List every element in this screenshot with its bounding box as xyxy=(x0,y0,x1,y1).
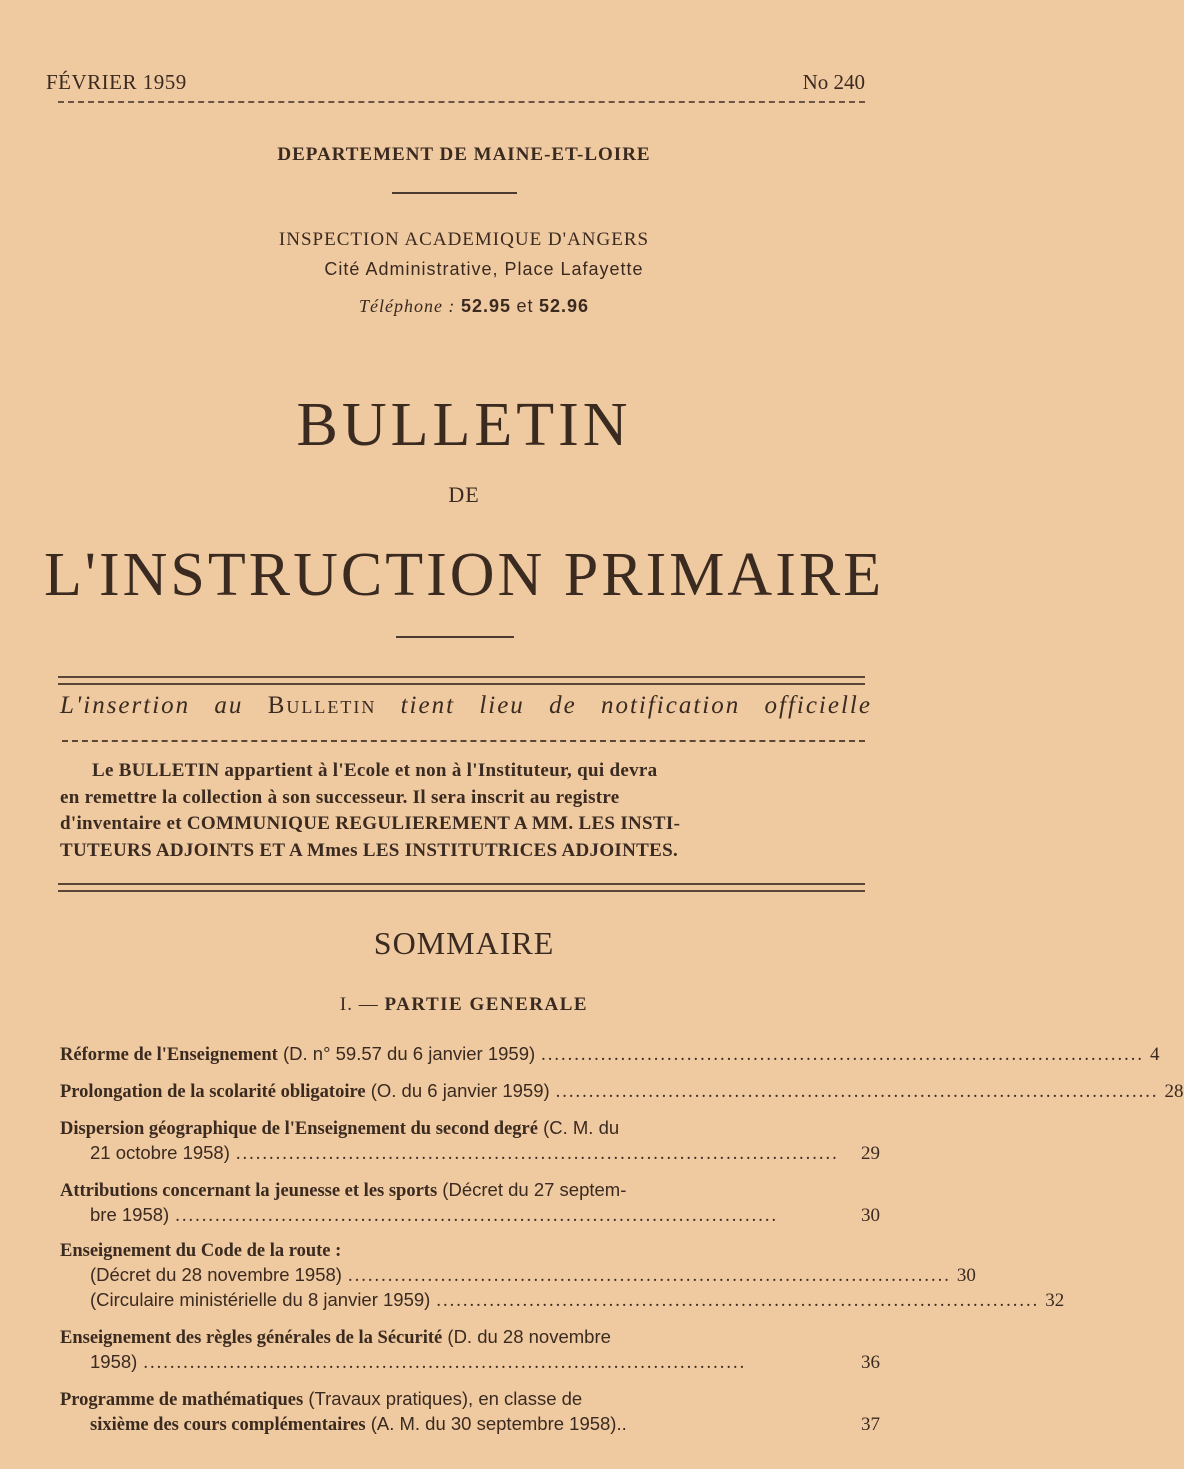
notice-word: lieu xyxy=(479,692,525,719)
leader-dots: ........................................................................................... xyxy=(143,1353,747,1373)
entry-reference: (C. M. du xyxy=(537,1117,620,1138)
paragraph-line: d'inventaire et COMMUNIQUE REGULIEREMENT A MM. LES INSTI- xyxy=(60,813,681,834)
page-number: 36 xyxy=(861,1352,880,1373)
sommaire-heading: SOMMAIRE xyxy=(373,925,555,961)
title-instruction-primaire: L'INSTRUCTION PRIMAIRE xyxy=(43,541,885,609)
entry-continuation: 1958) xyxy=(90,1351,138,1372)
entry-continuation: 21 octobre 1958) xyxy=(90,1142,230,1163)
entry-reference: (Décret du 27 septem- xyxy=(437,1179,627,1200)
page-number: 29 xyxy=(861,1143,880,1164)
title-bulletin: BULLETIN xyxy=(296,391,632,459)
double-rule xyxy=(58,883,865,892)
part-heading xyxy=(0,994,928,1016)
toc-entry xyxy=(60,1240,1065,1313)
entry-title: Dispersion géographique de l'Enseignement du second degré xyxy=(60,1119,538,1139)
department-name: DEPARTEMENT DE MAINE-ET-LOIRE xyxy=(277,144,651,165)
entry-reference: (Travaux pratiques), en classe de xyxy=(303,1388,583,1409)
paragraph-line: TUTEURS ADJOINTS ET A Mmes LES INSTITUTRICES ADJOINTES. xyxy=(60,839,678,861)
page-number: 4 xyxy=(1150,1044,1160,1065)
phone-number-1: 52.95 xyxy=(460,296,511,316)
entry-reference: (O. du 6 janvier 1959) xyxy=(365,1080,550,1101)
notice-line xyxy=(60,692,872,720)
phone-label: Téléphone : xyxy=(358,296,456,316)
entry-title: Programme de mathématiques xyxy=(60,1390,304,1410)
entry-continuation: (A. M. du 30 septembre 1958).. xyxy=(365,1413,627,1434)
inspection-phone xyxy=(10,296,938,317)
notice-word: tient xyxy=(400,692,456,719)
divider xyxy=(396,636,514,638)
double-rule xyxy=(58,676,865,685)
entry-title: Attributions concernant la jeunesse et les sports xyxy=(60,1181,438,1201)
notice-word: L'insertion xyxy=(60,692,191,719)
leader-dots: ........................................................................................... xyxy=(235,1144,839,1164)
entry-subitem: (Circulaire ministérielle du 8 janvier 1959) xyxy=(90,1289,431,1310)
inspection-address: Cité Administrative, Place Lafayette xyxy=(324,259,644,279)
ownership-paragraph xyxy=(60,758,870,864)
notice-word: Bulletin xyxy=(267,692,377,719)
part-title: PARTIE GENERALE xyxy=(384,994,589,1015)
toc-entry xyxy=(60,1325,880,1375)
page-number: 28 xyxy=(1164,1081,1184,1102)
entry-continuation: bre 1958) xyxy=(90,1204,170,1225)
issue-date: FÉVRIER 1959 xyxy=(46,70,187,94)
leader-dots: ........................................................................................... xyxy=(436,1291,1040,1311)
toc-entry xyxy=(60,1042,1160,1067)
notice-word: au xyxy=(214,692,244,719)
paragraph-line: en remettre la collection à son successeur. Il sera inscrit au registre xyxy=(60,786,620,808)
toc-entry xyxy=(60,1079,1184,1104)
leader-dots: ........................................................................................... xyxy=(175,1206,779,1226)
toc-entry xyxy=(60,1387,880,1437)
paragraph-line: Le BULLETIN appartient à l'Ecole et non à l'Instituteur, qui devra xyxy=(92,760,658,781)
part-number: I. — xyxy=(339,994,379,1015)
entry-continuation-title: sixième des cours complémentaires xyxy=(90,1415,366,1435)
dashed-rule xyxy=(62,740,865,742)
leader-dots: ........................................................................................... xyxy=(347,1266,951,1286)
entry-reference: (D. n° 59.57 du 6 janvier 1959) xyxy=(277,1043,536,1064)
toc-entry xyxy=(60,1178,880,1228)
leader-dots: ........................................................................................... xyxy=(541,1045,1145,1065)
entry-reference: (D. du 28 novembre xyxy=(442,1326,611,1347)
phone-number-2: 52.96 xyxy=(539,296,590,316)
issue-number: No 240 xyxy=(802,70,865,94)
leader-dots: ........................................................................................... xyxy=(555,1082,1159,1102)
toc-entry xyxy=(60,1116,880,1166)
entry-title: Prolongation de la scolarité obligatoire xyxy=(60,1082,366,1102)
entry-title: Enseignement des règles générales de la Sécurité xyxy=(60,1328,443,1348)
inspection-name: INSPECTION ACADEMIQUE D'ANGERS xyxy=(278,229,650,250)
page-number: 30 xyxy=(861,1205,880,1226)
title-de: DE xyxy=(448,482,480,507)
divider xyxy=(392,192,517,194)
notice-word: de xyxy=(549,692,577,719)
page-number: 37 xyxy=(861,1414,880,1435)
table-of-contents xyxy=(60,1042,1184,1449)
entry-title: Enseignement du Code de la route : xyxy=(60,1241,342,1261)
page-number: 30 xyxy=(956,1265,976,1286)
notice-word: notification xyxy=(600,692,741,719)
entry-subitem: (Décret du 28 novembre 1958) xyxy=(90,1264,342,1285)
page-number: 32 xyxy=(1045,1290,1065,1311)
entry-title: Réforme de l'Enseignement xyxy=(60,1045,278,1065)
header-rule xyxy=(58,101,865,103)
phone-and: et xyxy=(516,296,534,316)
notice-word: officielle xyxy=(764,692,872,719)
